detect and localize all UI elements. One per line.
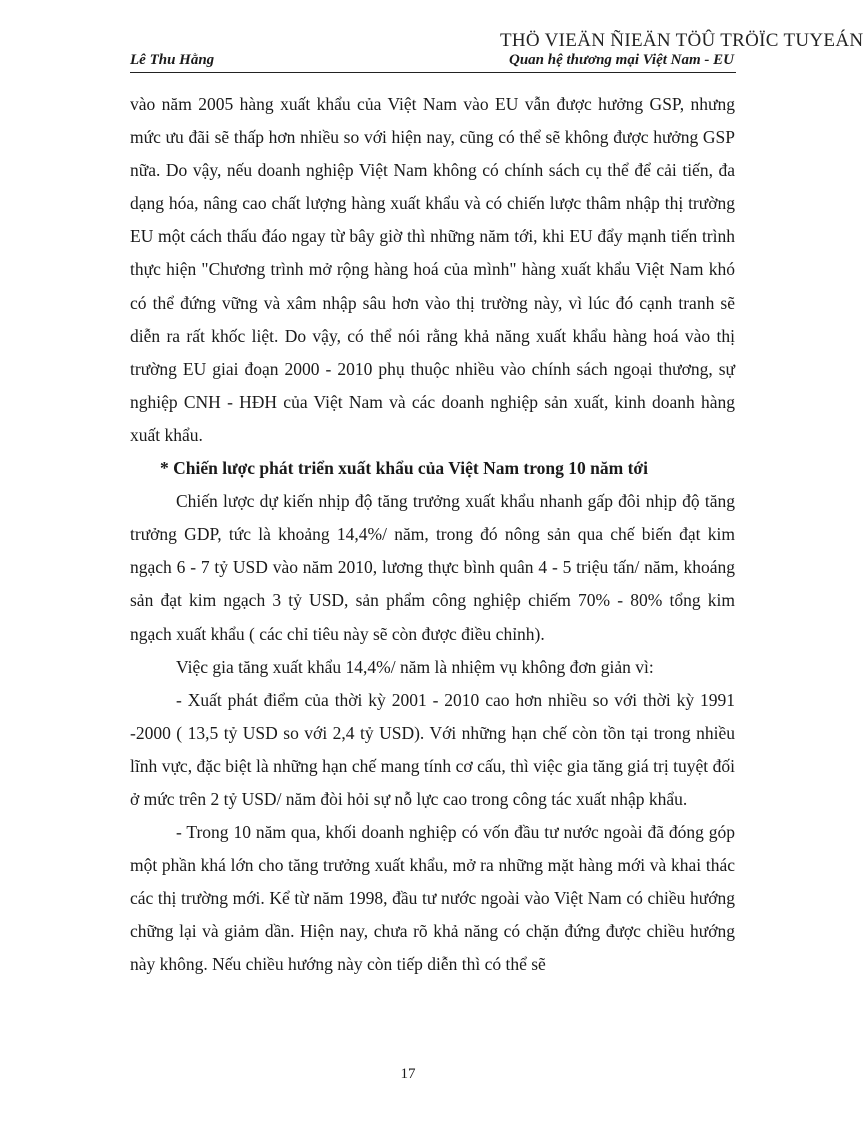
header-title: Quan hệ thương mại Việt Nam - EU — [509, 52, 734, 68]
header-author: Lê Thu Hằng — [130, 52, 215, 68]
body-paragraph: - Trong 10 năm qua, khối doanh nghiệp có vốn đầu tư nước ngoài đã đóng góp một phần khá lớn cho tăng trưởng xuất khẩu, mở ra những mặt hàng mới và khai thác các thị trường mới. Kể từ năm 1998, đầu tư nước ngoài vào Việt Nam có chiều hướng chững lại và giảm dần. Hiện nay, chưa rõ khả năng có chặn đứng được chiều hướng này không. Nếu chiều hướng này còn tiếp diễn thì có thể sẽ — [130, 822, 735, 975]
page-header — [130, 52, 736, 73]
page-number: 17 — [400, 1066, 416, 1082]
body-paragraph: Việc gia tăng xuất khẩu 14,4%/ năm là nhiệm vụ không đơn giản vì: — [176, 656, 654, 677]
library-watermark: THÖ VIEÄN ÑIEÄN TÖÛ TRÖÏC TUYEÁN — [500, 30, 863, 51]
body-paragraph: vào năm 2005 hàng xuất khẩu của Việt Nam vào EU vẫn được hưởng GSP, nhưng mức ưu đãi sẽ thấp hơn nhiều so với hiện nay, cũng có thể sẽ không được hưởng GSP nữa. Do vậy, nếu doanh nghiệp Việt Nam không có chính sách cụ thể để cải tiến, đa dạng hóa, nâng cao chất lượng hàng xuất khẩu và có chiến lược thâm nhập thị trường EU một cách thấu đáo ngay từ bây giờ thì những năm tới, khi EU đẩy mạnh tiến trình thực hiện "Chương trình mở rộng hàng hoá của mình" hàng xuất khẩu Việt Nam khó có thể đứng vững và xâm nhập sâu hơn vào thị trường này, vì lúc đó cạnh tranh sẽ diễn ra rất khốc liệt. Do vậy, có thể nói rằng khả năng xuất khẩu hàng hoá vào thị trường EU giai đoạn 2000 - 2010 phụ thuộc nhiều vào chính sách ngoại thương, sự nghiệp CNH - HĐH của Việt Nam và các doanh nghiệp sản xuất, kinh doanh hàng xuất khẩu. — [130, 94, 735, 445]
section-heading: * Chiến lược phát triển xuất khẩu của Việt Nam trong 10 năm tới — [160, 458, 648, 479]
page-body — [130, 88, 735, 982]
body-paragraph: - Xuất phát điểm của thời kỳ 2001 - 2010 cao hơn nhiều so với thời kỳ 1991 -2000 ( 13,5 tỷ USD so với 2,4 tỷ USD). Với những hạn chế còn tồn tại trong nhiều lĩnh vực, đặc biệt là những hạn chế mang tính cơ cấu, thì việc gia tăng giá trị tuyệt đối ở mức trên 2 tỷ USD/ năm đòi hỏi sự nỗ lực cao trong công tác xuất nhập khẩu. — [130, 689, 735, 809]
body-paragraph: Chiến lược dự kiến nhịp độ tăng trưởng xuất khẩu nhanh gấp đôi nhịp độ tăng trưởng GDP, tức là khoảng 14,4%/ năm, trong đó nông sản qua chế biến đạt kim ngạch 6 - 7 tỷ USD vào năm 2010, lương thực bình quân 4 - 5 triệu tấn/ năm, khoáng sản đạt kim ngạch 3 tỷ USD, sản phẩm công nghiệp chiếm 70% - 80% tổng kim ngạch xuất khẩu ( các chỉ tiêu này sẽ còn được điều chỉnh). — [130, 491, 735, 644]
